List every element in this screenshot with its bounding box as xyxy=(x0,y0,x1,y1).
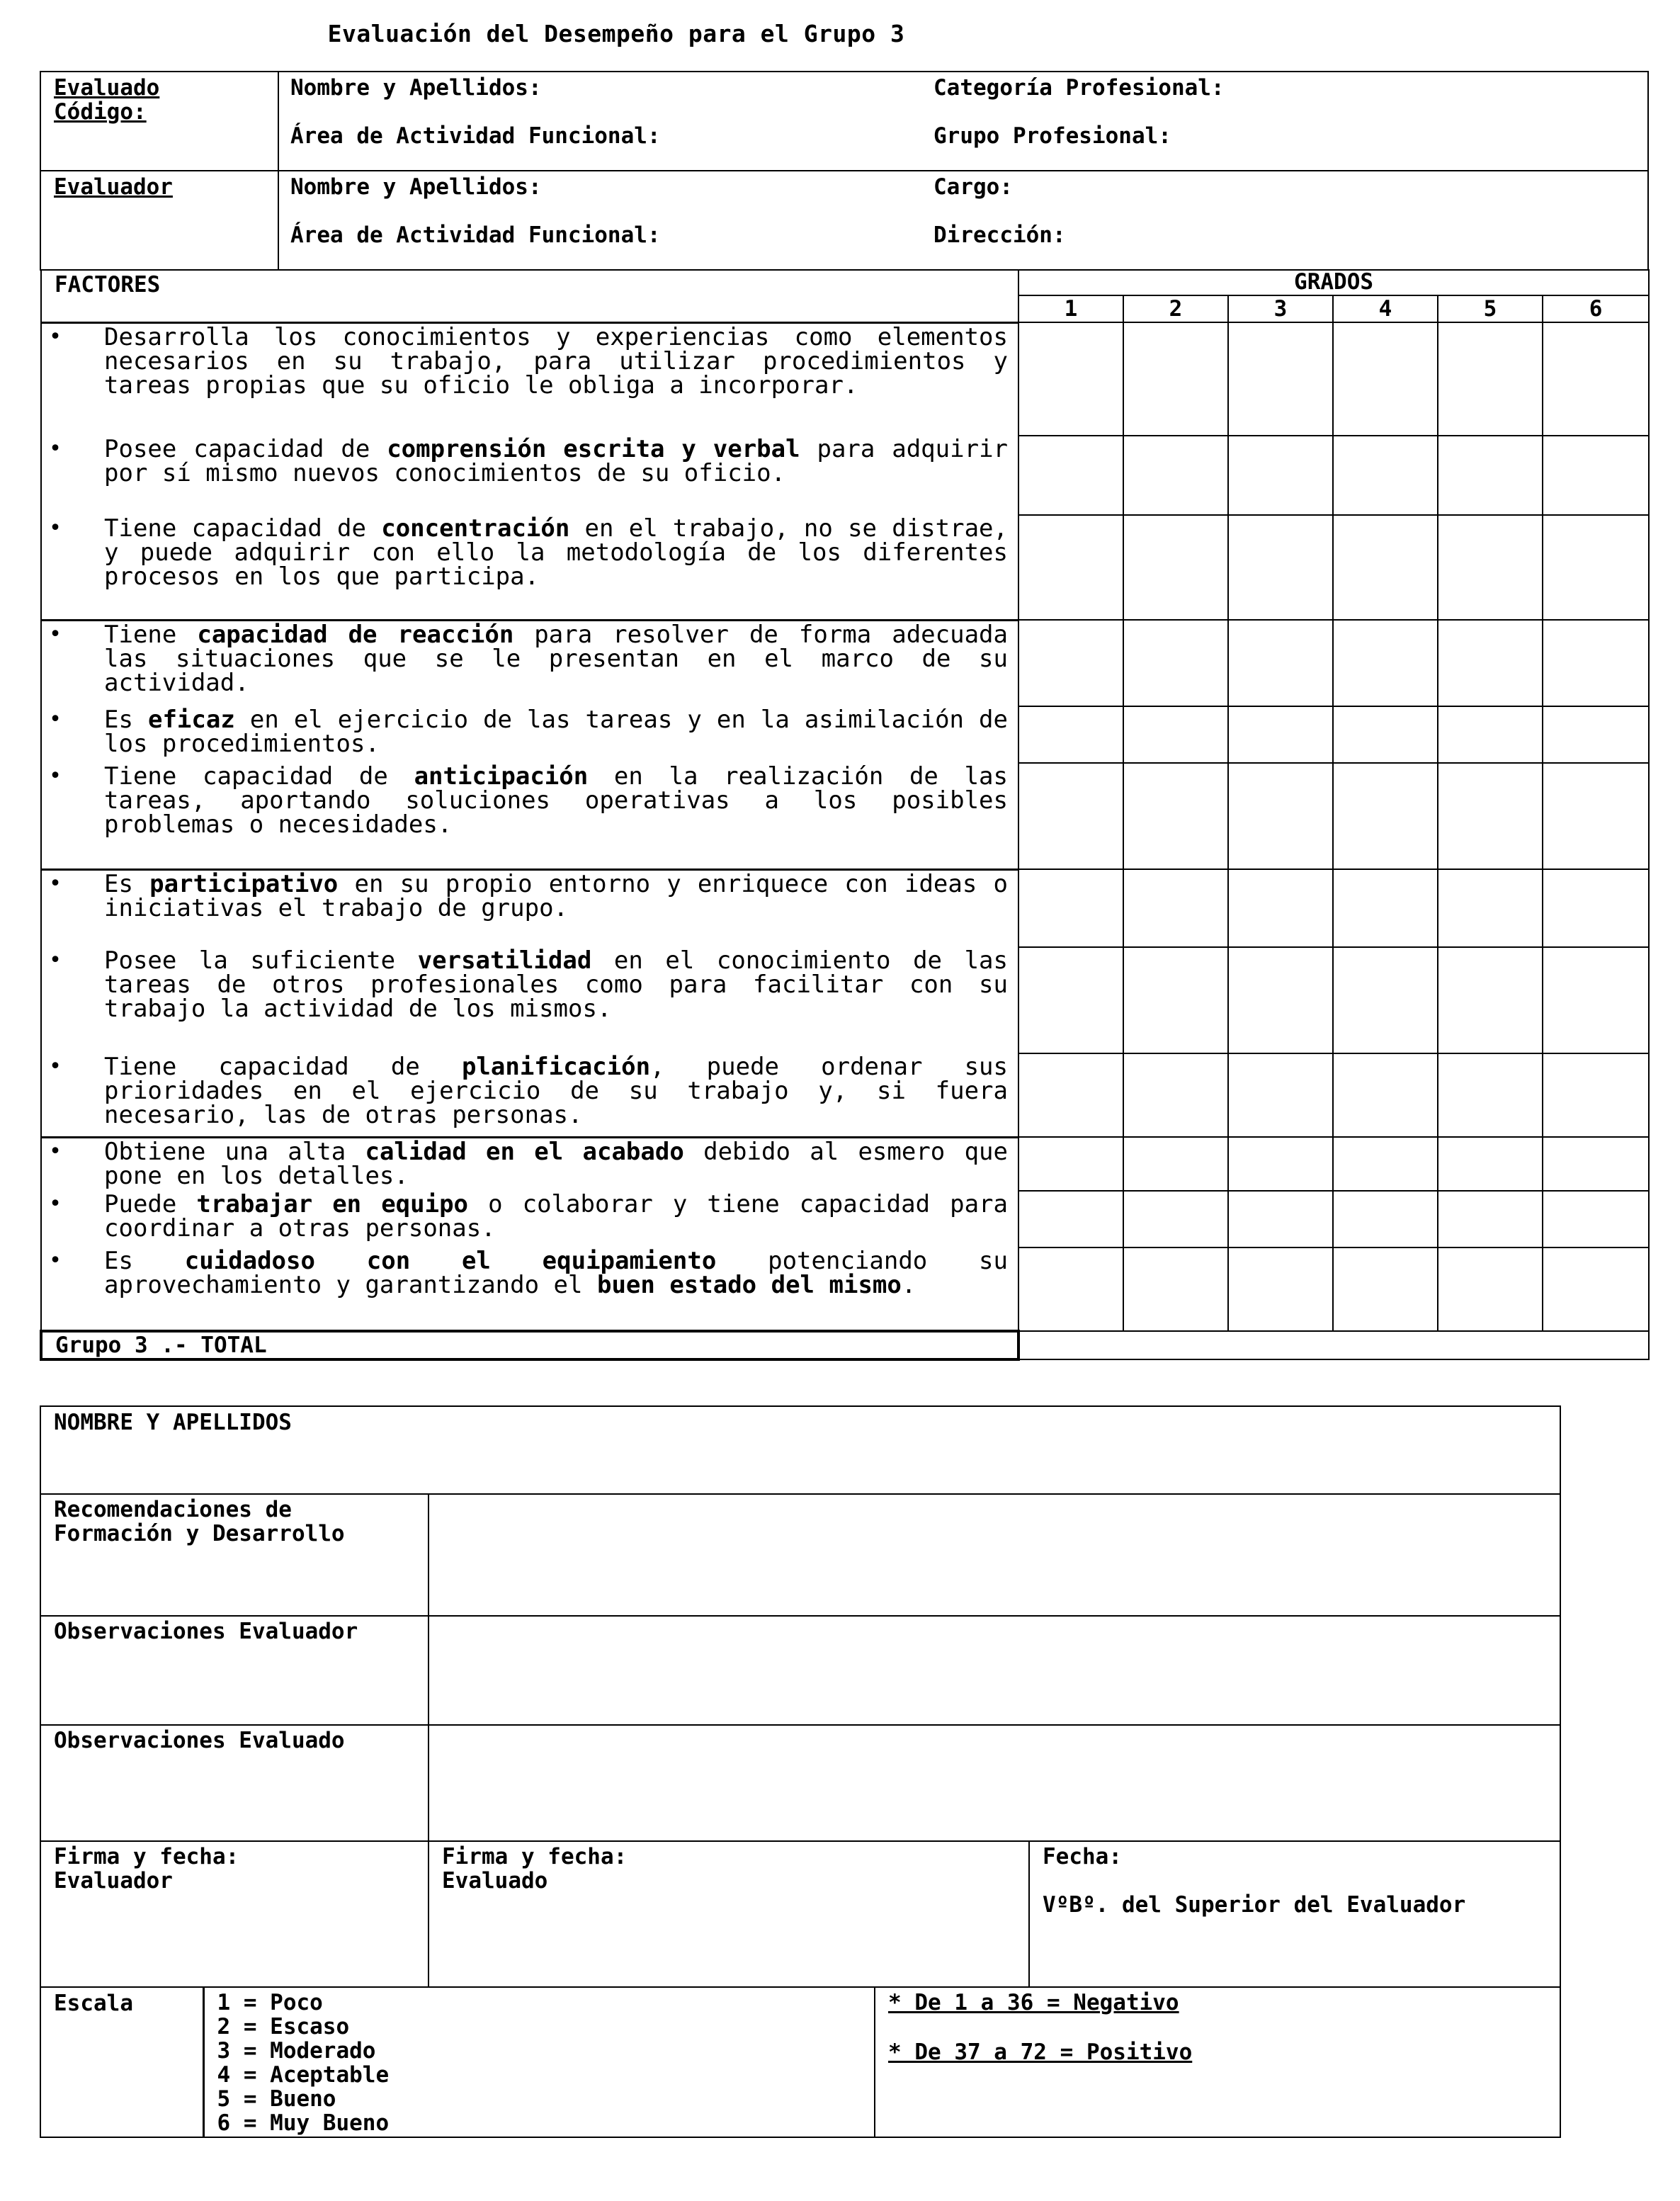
grade-cell-5[interactable] xyxy=(1438,706,1543,763)
factor-keyword: anticipación xyxy=(414,762,589,791)
grade-cell-5[interactable] xyxy=(1438,1247,1543,1331)
bullet-icon: • xyxy=(49,1192,62,1216)
factor-text xyxy=(104,1055,1008,1127)
factor-text-part: Es xyxy=(104,1247,185,1275)
grade-cell-5[interactable] xyxy=(1438,947,1543,1053)
grade-cell-6[interactable] xyxy=(1543,763,1649,869)
factor-text xyxy=(104,869,1008,922)
grade-cell-1[interactable] xyxy=(1018,1247,1123,1331)
evaluador-nombre-label: Nombre y Apellidos: xyxy=(290,174,542,200)
escala-item: 5 = Bueno xyxy=(217,2086,336,2112)
factor-row xyxy=(41,620,1649,706)
grade-cell-5[interactable] xyxy=(1438,869,1543,947)
bullet-icon: • xyxy=(49,1054,62,1079)
firma-evaluado-label: Firma y fecha: xyxy=(442,1844,628,1869)
escala-item: 4 = Aceptable xyxy=(217,2062,390,2088)
grade-cell-2[interactable] xyxy=(1123,763,1228,869)
grade-cell-1[interactable] xyxy=(1018,947,1123,1053)
grade-cell-1[interactable] xyxy=(1018,763,1123,869)
factor-row xyxy=(41,1053,1649,1137)
obs-evaluador-label: Observaciones Evaluador xyxy=(40,1616,428,1725)
factor-text-part: Puede xyxy=(104,1190,197,1218)
grade-cell-6[interactable] xyxy=(1543,620,1649,706)
bullet-icon: • xyxy=(49,436,62,461)
factores-header: FACTORES xyxy=(41,270,1018,322)
factor-row xyxy=(41,322,1649,436)
factor-cell xyxy=(41,869,1018,947)
grade-cell-3[interactable] xyxy=(1228,515,1333,620)
factor-cell xyxy=(41,620,1018,706)
factor-text xyxy=(104,1249,1008,1297)
evaluado-grupo-label: Grupo Profesional: xyxy=(933,123,1171,149)
grade-cell-4[interactable] xyxy=(1333,1191,1438,1247)
grade-cell-3[interactable] xyxy=(1228,1247,1333,1331)
bullet-icon: • xyxy=(49,1138,62,1164)
grade-cell-2[interactable] xyxy=(1123,1137,1228,1191)
evaluador-fields-cell xyxy=(278,171,1648,270)
recomendaciones-field[interactable] xyxy=(428,1494,1560,1616)
grado-4-header: 4 xyxy=(1333,295,1438,322)
factor-text-part: Posee la suficiente xyxy=(104,946,418,975)
grade-cell-1[interactable] xyxy=(1018,515,1123,620)
evaluado-categoria-label: Categoría Profesional: xyxy=(933,75,1225,101)
positivo-label: * De 37 a 72 = Positivo xyxy=(888,2039,1193,2065)
factor-keyword: trabajar en equipo xyxy=(196,1190,469,1218)
firma-evaluado-cell[interactable] xyxy=(428,1841,1029,1987)
factor-keyword: calidad en el acabado xyxy=(365,1137,684,1166)
grade-cell-4[interactable] xyxy=(1333,436,1438,515)
factor-text-part: en la realización de las tareas, aportando soluciones operativas a los posibles problemas o necesidades. xyxy=(104,762,1008,839)
grade-cell-2[interactable] xyxy=(1123,1053,1228,1137)
factor-row xyxy=(41,1191,1649,1247)
resultado-cell xyxy=(875,1987,1560,2137)
factor-row xyxy=(41,436,1649,515)
grade-cell-3[interactable] xyxy=(1228,706,1333,763)
bullet-icon: • xyxy=(49,764,62,788)
bullet-icon: • xyxy=(49,948,62,973)
factor-text xyxy=(104,946,1008,1023)
factor-row xyxy=(41,947,1649,1053)
grade-cell-4[interactable] xyxy=(1333,620,1438,706)
grade-cell-3[interactable] xyxy=(1228,620,1333,706)
factor-row xyxy=(41,763,1649,869)
factor-cell xyxy=(41,1053,1018,1137)
obs-evaluado-label: Observaciones Evaluado xyxy=(40,1725,428,1841)
grade-cell-2[interactable] xyxy=(1123,620,1228,706)
evaluado-area-label: Área de Actividad Funcional: xyxy=(290,123,661,149)
recomendaciones-label: Recomendaciones de Formación y Desarrollo xyxy=(40,1494,428,1616)
evaluador-direccion-label: Dirección: xyxy=(933,222,1066,248)
factor-keyword: eficaz xyxy=(147,706,235,734)
grade-cell-1[interactable] xyxy=(1018,620,1123,706)
factor-text-part: Es xyxy=(104,706,148,734)
fecha-label: Fecha: xyxy=(1043,1844,1122,1869)
escala-item: 6 = Muy Bueno xyxy=(217,2110,390,2136)
grade-cell-6[interactable] xyxy=(1543,869,1649,947)
bullet-icon: • xyxy=(49,516,62,541)
grade-cell-4[interactable] xyxy=(1333,947,1438,1053)
grade-cell-1[interactable] xyxy=(1018,1053,1123,1137)
factor-text-part: Posee capacidad de xyxy=(104,435,387,463)
grade-cell-2[interactable] xyxy=(1123,322,1228,436)
factor-text xyxy=(104,1137,1008,1190)
grade-cell-3[interactable] xyxy=(1228,436,1333,515)
grade-cell-5[interactable] xyxy=(1438,1137,1543,1191)
factor-keyword: concentración xyxy=(381,514,570,543)
total-label: Grupo 3 .- TOTAL xyxy=(41,1331,1018,1359)
factor-text-part: Tiene xyxy=(104,620,198,649)
factors-table xyxy=(40,269,1650,1361)
factor-text xyxy=(104,620,1008,697)
factor-keyword: cuidadoso con el equipamiento xyxy=(184,1247,717,1275)
grade-cell-1[interactable] xyxy=(1018,436,1123,515)
firma-evaluado-role: Evaluado xyxy=(442,1868,548,1894)
grade-cell-5[interactable] xyxy=(1438,515,1543,620)
grade-cell-6[interactable] xyxy=(1543,947,1649,1053)
factor-text-part: Desarrolla los conocimientos y experiencias como elementos necesarios en su trabajo, para utilizar procedimientos y tareas propias que su oficio le obliga a incorporar. xyxy=(104,322,1008,400)
factor-text-part: . xyxy=(901,1271,916,1299)
factor-text xyxy=(104,516,1008,589)
codigo-label: Código: xyxy=(54,99,147,125)
grade-cell-1[interactable] xyxy=(1018,1137,1123,1191)
grade-cell-1[interactable] xyxy=(1018,869,1123,947)
factor-row xyxy=(41,869,1649,947)
factor-cell xyxy=(41,947,1018,1053)
grade-cell-2[interactable] xyxy=(1123,1191,1228,1247)
factor-keyword: versatilidad xyxy=(417,946,592,975)
factor-cell xyxy=(41,1191,1018,1247)
grade-cell-1[interactable] xyxy=(1018,706,1123,763)
grade-cell-3[interactable] xyxy=(1228,763,1333,869)
grade-cell-6[interactable] xyxy=(1543,515,1649,620)
factor-keyword: planificación xyxy=(461,1053,651,1081)
evaluado-fields-cell xyxy=(278,72,1648,171)
grade-cell-6[interactable] xyxy=(1543,1247,1649,1331)
nombre-apellidos-cell[interactable] xyxy=(40,1406,1560,1494)
factor-row xyxy=(41,1247,1649,1331)
factor-text xyxy=(104,1190,1008,1243)
evaluador-cargo-label: Cargo: xyxy=(933,174,1013,200)
bullet-icon: • xyxy=(49,1248,62,1273)
factor-text-part: en su propio entorno y enriquece con ideas o iniciativas el trabajo de grupo. xyxy=(104,869,1008,922)
grade-cell-5[interactable] xyxy=(1438,620,1543,706)
grade-cell-3[interactable] xyxy=(1228,322,1333,436)
grade-cell-5[interactable] xyxy=(1438,1053,1543,1137)
grade-cell-6[interactable] xyxy=(1543,706,1649,763)
factor-text-part: Obtiene una alta xyxy=(104,1137,365,1166)
factor-keyword: buen estado del mismo xyxy=(596,1271,902,1299)
evaluado-nombre-label: Nombre y Apellidos: xyxy=(290,75,542,101)
vb-label: VºBº. del Superior del Evaluador xyxy=(1043,1892,1466,1918)
factor-text-part: para resolver de forma adecuada las situaciones que se le presentan en el marco de su actividad. xyxy=(104,620,1008,697)
escala-item: 3 = Moderado xyxy=(217,2038,376,2064)
grade-cell-2[interactable] xyxy=(1123,436,1228,515)
factor-cell xyxy=(41,322,1018,436)
factor-cell xyxy=(41,1247,1018,1331)
factor-text-part: en el conocimiento de las tareas de otros profesionales como para facilitar con su trabajo la actividad de los mismos. xyxy=(104,946,1008,1023)
grade-cell-3[interactable] xyxy=(1228,869,1333,947)
escala-item: 1 = Poco xyxy=(217,1990,323,2015)
factor-text-part: Tiene capacidad de xyxy=(104,1053,462,1081)
grade-cell-4[interactable] xyxy=(1333,1053,1438,1137)
factor-row xyxy=(41,706,1649,763)
header-table xyxy=(40,71,1649,271)
nombre-apellidos-label: NOMBRE Y APELLIDOS xyxy=(54,1410,292,1435)
escala-items-cell xyxy=(203,1987,875,2137)
bullet-icon: • xyxy=(49,707,62,732)
firma-evaluador-label: Firma y fecha: xyxy=(54,1844,239,1869)
factor-text xyxy=(104,437,1008,485)
grado-2-header: 2 xyxy=(1123,295,1228,322)
grade-cell-2[interactable] xyxy=(1123,947,1228,1053)
factor-row xyxy=(41,1137,1649,1191)
grade-cell-3[interactable] xyxy=(1228,1137,1333,1191)
grade-cell-6[interactable] xyxy=(1543,1053,1649,1137)
grados-header: GRADOS xyxy=(1018,270,1649,295)
escala-label: Escala xyxy=(40,1987,203,2137)
factor-keyword: participativo xyxy=(149,869,339,898)
factor-text-part: o colaborar y tiene capacidad para coordinar a otras personas. xyxy=(104,1190,1008,1243)
page-title: Evaluación del Desempeño para el Grupo 3 xyxy=(327,20,905,47)
factor-text xyxy=(104,708,1008,756)
factor-text-part: , puede ordenar sus prioridades en el ejercicio de su trabajo y, si fuera necesario, las de otras personas. xyxy=(104,1053,1008,1129)
factor-cell xyxy=(41,436,1018,515)
factor-text-part: Es xyxy=(104,869,150,898)
grado-3-header: 3 xyxy=(1228,295,1333,322)
escala-item: 2 = Escaso xyxy=(217,2014,350,2039)
grado-6-header: 6 xyxy=(1543,295,1649,322)
grade-cell-6[interactable] xyxy=(1543,1137,1649,1191)
factor-cell xyxy=(41,515,1018,620)
grade-cell-1[interactable] xyxy=(1018,1191,1123,1247)
grade-cell-5[interactable] xyxy=(1438,322,1543,436)
grade-cell-2[interactable] xyxy=(1123,515,1228,620)
grade-cell-4[interactable] xyxy=(1333,869,1438,947)
grado-1-header: 1 xyxy=(1018,295,1123,322)
factor-cell xyxy=(41,763,1018,869)
grade-cell-2[interactable] xyxy=(1123,706,1228,763)
bullet-icon: • xyxy=(49,871,62,896)
factor-text-part: debido al esmero que pone en los detalles. xyxy=(104,1137,1008,1190)
factor-text-part: en el trabajo, no se distrae, y puede adquirir con ello la metodología de los diferentes procesos en los que participa. xyxy=(104,514,1008,591)
factor-cell xyxy=(41,1137,1018,1191)
summary-table xyxy=(40,1405,1561,2138)
grade-cell-6[interactable] xyxy=(1543,1191,1649,1247)
factor-text xyxy=(104,764,1008,837)
evaluado-label-cell xyxy=(40,72,278,171)
grade-cell-2[interactable] xyxy=(1123,869,1228,947)
grade-cell-3[interactable] xyxy=(1228,1191,1333,1247)
grade-cell-6[interactable] xyxy=(1543,436,1649,515)
factor-text-part: para adquirir por sí mismo nuevos conocimientos de su oficio. xyxy=(104,435,1009,487)
evaluado-label: Evaluado xyxy=(54,75,160,101)
grade-cell-5[interactable] xyxy=(1438,436,1543,515)
factor-cell xyxy=(41,706,1018,763)
total-value-cell[interactable] xyxy=(1018,1331,1649,1359)
grade-cell-5[interactable] xyxy=(1438,1191,1543,1247)
firma-evaluador-cell[interactable] xyxy=(40,1841,428,1987)
grado-5-header: 5 xyxy=(1438,295,1543,322)
factor-text-part: Tiene capacidad de xyxy=(104,762,414,791)
obs-evaluador-field[interactable] xyxy=(428,1616,1560,1725)
grade-cell-4[interactable] xyxy=(1333,515,1438,620)
grade-cell-2[interactable] xyxy=(1123,1247,1228,1331)
grade-cell-6[interactable] xyxy=(1543,322,1649,436)
factor-keyword: capacidad de reacción xyxy=(197,620,514,649)
factor-text xyxy=(104,322,1008,400)
factor-keyword: comprensión escrita y verbal xyxy=(387,435,800,463)
grade-cell-4[interactable] xyxy=(1333,1137,1438,1191)
factor-row xyxy=(41,515,1649,620)
grade-cell-3[interactable] xyxy=(1228,1053,1333,1137)
grade-cell-5[interactable] xyxy=(1438,763,1543,869)
grade-cell-4[interactable] xyxy=(1333,322,1438,436)
evaluador-label: Evaluador xyxy=(54,174,173,200)
evaluador-label-cell xyxy=(40,171,278,270)
factor-text-part: potenciando su aprovechamiento y garantizando el xyxy=(104,1247,1008,1299)
factor-text-part: en el ejercicio de las tareas y en la asimilación de los procedimientos. xyxy=(104,706,1008,758)
evaluador-area-label: Área de Actividad Funcional: xyxy=(290,222,661,248)
grade-cell-4[interactable] xyxy=(1333,706,1438,763)
grade-cell-1[interactable] xyxy=(1018,322,1123,436)
firma-evaluador-role: Evaluador xyxy=(54,1868,173,1894)
negativo-label: * De 1 a 36 = Negativo xyxy=(888,1990,1179,2015)
bullet-icon: • xyxy=(49,621,62,647)
grade-cell-4[interactable] xyxy=(1333,1247,1438,1331)
obs-evaluado-field[interactable] xyxy=(428,1725,1560,1841)
bullet-icon: • xyxy=(49,324,62,349)
fecha-vb-cell[interactable] xyxy=(1029,1841,1560,1987)
factor-text-part: Tiene capacidad de xyxy=(104,514,382,543)
grade-cell-4[interactable] xyxy=(1333,763,1438,869)
grade-cell-3[interactable] xyxy=(1228,947,1333,1053)
